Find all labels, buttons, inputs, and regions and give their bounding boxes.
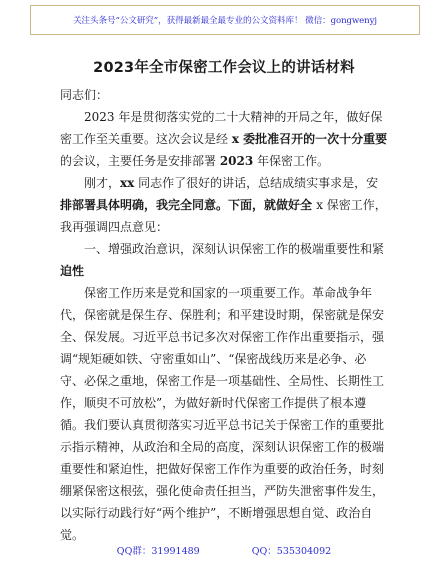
footer-qq: QQ：535304092	[251, 546, 332, 557]
line-segment: 守、必保之重地，保密工作是一项基础性、全局性、长期性工	[60, 374, 385, 388]
line-segment: 2023 年是贯彻落实党的二十大精神的开局之年，做好保	[84, 110, 383, 124]
line-segment: 代，保密就是保生存、保胜利；和平建设时期，保密就是保安	[60, 308, 385, 322]
body-line	[60, 238, 390, 260]
document-body	[60, 84, 390, 546]
body-line	[60, 194, 390, 216]
body-line	[60, 150, 390, 172]
body-line	[60, 128, 390, 150]
line-segment: 迫性	[60, 264, 85, 278]
body-line	[60, 392, 390, 414]
body-line	[60, 370, 390, 392]
body-line	[60, 502, 390, 524]
body-line	[60, 326, 390, 348]
line-segment: 排部署具体明确，我完全同意。下面，就做好全	[60, 198, 317, 212]
body-line	[60, 282, 390, 304]
line-segment: 刚才，	[84, 176, 121, 190]
body-line	[60, 304, 390, 326]
body-line	[60, 414, 390, 436]
salutation: 同志们：	[60, 88, 109, 102]
line-segment: x 保密工作，	[316, 198, 387, 212]
body-line	[60, 480, 390, 502]
line-segment: xx	[120, 176, 135, 190]
line-segment: 示指示精神，从政治和全局的高度，深刻认识保密工作的极端	[60, 440, 385, 454]
line-segment: 以实际行动践行好“两个维护”，不断增强思想自觉、政治自	[60, 506, 373, 520]
body-lines	[60, 106, 390, 546]
line-segment: 2023	[219, 154, 254, 168]
body-line	[60, 348, 390, 370]
line-segment: 密工作至关重要。这次会议是经	[60, 132, 232, 146]
line-segment: 重要性和紧迫性，把做好保密工作作为重要的政治任务，时刻	[60, 462, 385, 476]
body-line	[60, 106, 390, 128]
body-line	[60, 172, 390, 194]
line-segment: 全、保发展。习近平总书记多次对保密工作作出重要指示，强	[60, 330, 385, 344]
line-segment: 作，顺臾不可放松”，为做好新时代保密工作提供了根本遵	[60, 396, 367, 410]
line-segment: 的会议，主要任务是安排部署	[60, 154, 220, 168]
header-banner	[30, 5, 420, 35]
line-segment: 调“规矩硬如铁、守密重如山”、“保密战线历来是必争、必	[60, 352, 367, 366]
line-segment: x 委批准召开的一次十分重要	[231, 132, 388, 146]
footer	[0, 543, 448, 557]
line-segment: 同志作了很好的讲话，总结成绩实事求是，安	[134, 176, 379, 190]
body-line	[60, 216, 390, 238]
banner-text: 关注头条号“公文研究”，获得最新最全最专业的公文资料库！ 微信：gongwenyj	[73, 16, 377, 26]
body-line	[60, 436, 390, 458]
line-segment: 我再强调四点意见：	[60, 220, 169, 234]
footer-qq-group: QQ群：31991489	[116, 546, 200, 557]
line-segment: 年保密工作。	[253, 154, 330, 168]
line-segment: 保密工作历来是党和国家的一项重要工作。革命战争年	[84, 286, 373, 300]
body-line	[60, 458, 390, 480]
body-line	[60, 260, 390, 282]
line-segment: 一、增强政治意识，深刻认识保密工作的极端重要性和紧	[84, 242, 385, 256]
line-segment: 绷紧保密这根弦，强化使命责任担当，严防失泄密事件发生，	[60, 484, 385, 498]
line-segment: 觉。	[60, 528, 85, 542]
line-segment: 循。我们要认真贯彻落实习近平总书记关于保密工作的重要批	[60, 418, 385, 432]
document-title: 2023年全市保密工作会议上的讲话材料	[93, 60, 355, 76]
